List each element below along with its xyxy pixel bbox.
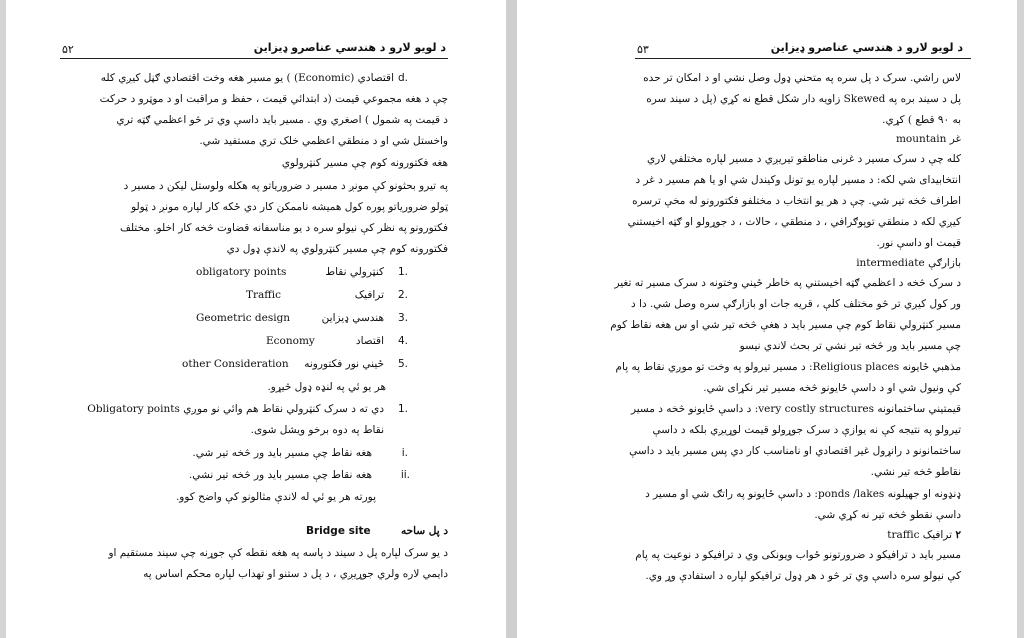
page-number: ۵۳ [637,43,649,56]
page-gutter [506,0,517,638]
heading-english: intermediate [856,257,925,269]
text-line: انتخابیدای شي لکه: د مسیر لپاره یو تونل وکیندل شي او یا هم مسیر د غر د [635,174,961,186]
list-item-english: other Consideration [182,358,289,370]
running-head: د لویو لارو د هندسي عناصرو ډیزاین [770,41,963,54]
text-line: په تیرو بحثونو کې مونږ د مسیر د ضروریاتو په هکله ولوستل لیکن د مسیر د [123,180,448,192]
sub-item-marker: ii. [400,469,410,481]
section-heading [856,256,961,270]
text-line: نقاط په دوه برخو ویشل شوی. [250,424,384,436]
list-item-english: Geometric design [196,312,291,324]
text-line: ډنډونه او جهیلونه ponds /lakes: د داسې ځایونو په راتګ شي او مسیر د [645,488,961,500]
text-line: تیرولو په نتیجه کې نه یوازې د سرک جوړولو قیمت لوړیږي بلکه د داسې [652,424,961,436]
text-line: د قیمت په شمول ) اصغري وي . مسیر باید داسې وي تر څو اعظمي ګټه تري [116,114,448,126]
text-line: نقاطو څخه تیر نشي. [870,466,961,478]
header-rule [635,58,971,59]
text-line: پل د سیند بره په Skewed زاویه دار شکل قطع نه کړي (پل د سیند سره [646,93,961,105]
heading-pashto: بازارګې [928,257,961,269]
heading-english: mountain [895,133,947,145]
text-line: مسیر باید د ترافیکو د ضرورتونو ځواب ویونکی وي د ترافیکو د نوعیت په پام [635,549,961,561]
heading-english: traffic [887,529,920,541]
sub-item-marker: i. [401,447,408,459]
text-line: د یو سرک لپاره پل د سیند د پاسه په هغه نقطه کې جوړنه چې سیند مستقیم او [108,547,448,559]
text-line: ټولو ضروریاتو پوره کول همیشه ناممکن کار دي ځکه کار لپاره مونږ د ټولو [131,201,448,213]
text-line: ور کول کیږي تر څو مختلف کلې ، قریه جات او بازارګې سره وصل شي. دا د [631,298,961,310]
text-line: فکتورونو په نظر کې نیولو سره د یو مناسفانه قضاوت څخه کار اخلو. مختلف [119,222,448,234]
text-line: ساختمانونو د رانړول غیر اقتصادي او نامناسب کار دي پس مسیر باید د داسې [629,445,961,457]
text-line: کله چې د سرک مسیر د غرنی مناطقو تیریږي د مسیر لپاره مختلفي لاري [646,153,961,165]
list-item-pashto: ترافیک [354,289,384,301]
header-rule [60,58,448,59]
text-line: مذهبي ځایونه Religious places: د مسیر تیرولو په وخت تو موږي نقاط په پام [615,361,961,373]
text-line: Obligatory points دي ته د سرک کنټرولي نقاط هم وائي نو موږي [87,403,384,415]
paragraph-marker: d. [397,72,408,84]
list-number: 5. [397,358,408,370]
list-number: 3. [397,312,408,324]
list-item-pashto: کنټرولي نقاط [325,266,384,278]
page-number: ۵۲ [62,43,74,56]
sub-item-text: هغه نقاط چې مسیر باید ور څخه تیر نشي. [188,469,372,481]
text-line: قیمت او داسې نور. [876,237,961,249]
text-line: چې د هغه مجموعي قیمت (د ابتدائي قیمت ، حفظ و مراقبت او د موټرو د حرکت [99,93,448,105]
list-number: 2. [397,289,408,301]
text-line: کیږي لکه د منطقي توپوګرافي ، د منطقي ، حالات ، د جوړولو او ګټه اخیستني [627,216,961,228]
text-line: لاس راشي. سرک د پل سره په متحني ډول وصل نشي او د امکان تر حده [643,72,961,84]
list-number: 4. [397,335,408,347]
text-line: مسیر کنټرولي نقاط کوم چې مسیر باید د هغې څخه تیر شي او س هغه نقاط کوم [610,319,961,331]
section-heading-english: Bridge site [306,525,371,537]
text-line: هر یو ئي په لنډه ډول څیړو. [267,381,386,393]
text-line: د سرک څخه د اعظمي ګټه اخیستني په خاطر ځیني وختونه د سرک مسیر ته تغیر [614,277,961,289]
section-heading [896,132,961,146]
text-line: اقتصادي (Economic) ) یو مسیر هغه وخت اقتصادي ګڼل کیږي کله [100,72,394,84]
section-subheading: هغه فکتورونه کوم چې مسیر کنټرولوي [281,157,448,169]
heading-pashto: ترافیک [922,529,953,541]
text-line: کې نیولو سره داسې وي تر څو د هر ډول ترافیکو لپاره د استفادې وړ وي. [645,570,961,582]
sub-item-text: هغه نقاط چې مسیر باید ور څخه تیر شي. [192,447,372,459]
list-item-pashto: هندسي ډیزاین [321,312,384,324]
text-line: اطراف څخه تیر شي. چې د هر یو انتخاب د مختلفو فکتورونو له مخې ترسره [632,195,961,207]
section-heading: د پل ساحه [401,525,448,537]
text-line: پورته هر یو ئي له لاندې مثالونو کې واضح کوو. [175,491,376,503]
left-page [6,0,506,638]
heading-number: ۲ [955,529,961,541]
text-line: چې مسیر باید ور څخه تیر نشي تر بحث لاندي نیسو [739,340,961,352]
text-line: داسې نقطو څخه تیر نه کړي شي. [814,509,961,521]
text-line: کې ونیول شي او د داسې ځایونو څخه مسیر تیر نکړای شي. [703,382,961,394]
text-line: قیمتیني ساختمانونه very costly structures: د داسې ځایونو څخه د مسیر [630,403,961,415]
text-line: دایمي لاره ولري جوړیږي ، د پل د ستنو او تهداب لپاره محکم اساس په [143,568,448,580]
right-page [517,0,1017,638]
text-line: واخستل شي او د منطقي اعظمي خلک تري مستفید شي. [199,135,448,147]
text-line: فکتورونه کوم چې مسیر کنټرولوي په لاندې ډول دي [226,243,448,255]
list-item-pashto: اقتصاد [355,335,384,347]
section-heading [887,528,961,542]
list-item-english: Traffic [246,289,281,301]
running-head: د لویو لارو د هندسي عناصرو ډیزاین [253,41,446,54]
list-item-english: Economy [266,335,315,347]
heading-pashto: غر [949,133,961,145]
text-line: به ۹۰ قطع ) کړي. [882,114,961,126]
list-number: 1. [397,403,408,415]
list-item-pashto: ځیني نور فکتورونه [304,358,384,370]
list-item-english: obligatory points [196,266,287,278]
list-number: 1. [397,266,408,278]
